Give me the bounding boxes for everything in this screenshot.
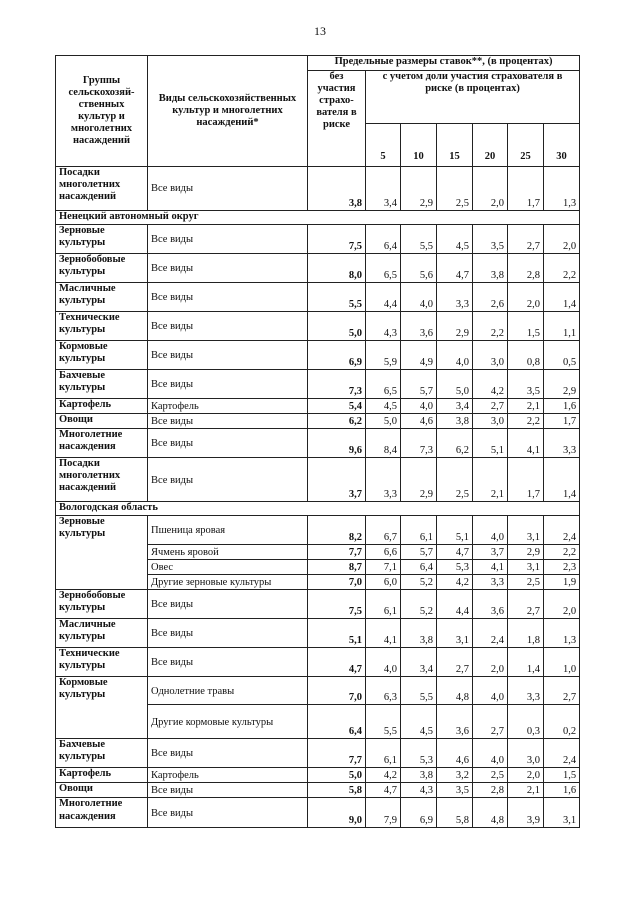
rate-cell: 6,5 <box>366 254 401 283</box>
rate-cell: 5,2 <box>401 575 437 590</box>
table-row <box>56 798 580 828</box>
rate-cell: 4,7 <box>437 254 473 283</box>
kind-cell: Все виды <box>148 458 308 502</box>
group-cell: Картофель <box>56 399 148 414</box>
rate-cell: 5,0 <box>366 414 401 429</box>
rate-cell: 4,4 <box>437 590 473 619</box>
base-rate-cell: 5,0 <box>308 312 366 341</box>
group-cell: Картофель <box>56 768 148 783</box>
rate-cell: 6,4 <box>366 225 401 254</box>
table-row <box>56 312 580 341</box>
rate-cell: 1,7 <box>508 458 544 502</box>
kind-cell: Все виды <box>148 167 308 211</box>
base-rate-cell: 4,7 <box>308 648 366 677</box>
base-rate-cell: 9,6 <box>308 429 366 458</box>
rate-cell: 5,2 <box>401 590 437 619</box>
rate-cell: 3,2 <box>437 768 473 783</box>
rate-cell: 2,7 <box>508 225 544 254</box>
rate-cell: 3,7 <box>473 545 508 560</box>
rate-cell: 1,4 <box>544 283 580 312</box>
rate-cell: 1,3 <box>544 619 580 648</box>
kind-cell: Все виды <box>148 798 308 828</box>
rate-cell: 5,0 <box>437 370 473 399</box>
base-rate-cell: 5,1 <box>308 619 366 648</box>
kind-cell: Картофель <box>148 768 308 783</box>
group-cell: Бахчевые культуры <box>56 370 148 399</box>
group-cell: Технические культуры <box>56 312 148 341</box>
rate-cell: 4,5 <box>366 399 401 414</box>
rate-cell: 3,6 <box>437 705 473 739</box>
rate-cell: 4,0 <box>366 648 401 677</box>
kind-cell: Овес <box>148 560 308 575</box>
rate-cell: 3,1 <box>508 560 544 575</box>
groups-header: Группы сельскохозяй-ственных культур и многолетних насаждений <box>56 56 148 167</box>
rate-cell: 2,0 <box>508 283 544 312</box>
base-rate-cell: 6,4 <box>308 705 366 739</box>
rate-cell: 2,1 <box>508 399 544 414</box>
group-cell: Посадки многолетних насаждений <box>56 167 148 211</box>
base-rate-cell: 7,5 <box>308 590 366 619</box>
group-cell: Бахчевые культуры <box>56 739 148 768</box>
rate-cell: 3,4 <box>366 167 401 211</box>
table-row <box>56 739 580 768</box>
rate-cell: 2,7 <box>473 705 508 739</box>
rate-cell: 7,9 <box>366 798 401 828</box>
rate-cell: 6,5 <box>366 370 401 399</box>
rate-cell: 2,5 <box>437 458 473 502</box>
rate-cell: 5,5 <box>401 677 437 705</box>
rate-cell: 2,1 <box>508 783 544 798</box>
kind-cell: Пшеница яровая <box>148 516 308 545</box>
rate-cell: 0,3 <box>508 705 544 739</box>
group-cell: Кормовые культуры <box>56 677 148 739</box>
rate-cell: 5,5 <box>401 225 437 254</box>
region-title: Ненецкий автономный округ <box>56 211 580 225</box>
rate-cell: 2,9 <box>508 545 544 560</box>
rate-cell: 6,4 <box>401 560 437 575</box>
kind-cell: Ячмень яровой <box>148 545 308 560</box>
base-rate-cell: 6,9 <box>308 341 366 370</box>
rate-cell: 4,1 <box>366 619 401 648</box>
rate-cell: 4,7 <box>366 783 401 798</box>
rate-cell: 4,0 <box>473 516 508 545</box>
rate-cell: 2,7 <box>508 590 544 619</box>
rate-cell: 6,0 <box>366 575 401 590</box>
table-row <box>56 516 580 545</box>
kind-cell: Другие зерновые культуры <box>148 575 308 590</box>
table-row <box>56 590 580 619</box>
rate-cell: 2,5 <box>473 768 508 783</box>
table-row <box>56 167 580 211</box>
kind-cell: Все виды <box>148 283 308 312</box>
rate-cell: 2,8 <box>473 783 508 798</box>
kind-cell: Все виды <box>148 414 308 429</box>
rate-cell: 2,7 <box>437 648 473 677</box>
pct-column-header: 10 <box>401 124 437 167</box>
table-row <box>56 783 580 798</box>
rate-cell: 3,6 <box>473 590 508 619</box>
rate-cell: 1,8 <box>508 619 544 648</box>
rate-cell: 2,0 <box>473 648 508 677</box>
rate-cell: 5,7 <box>401 545 437 560</box>
rate-cell: 4,2 <box>437 575 473 590</box>
kind-cell: Все виды <box>148 254 308 283</box>
kinds-header: Виды сельскохозяйственных культур и многолетних насаждений* <box>148 56 308 167</box>
group-cell: Овощи <box>56 414 148 429</box>
rate-cell: 2,6 <box>473 283 508 312</box>
rate-cell: 2,9 <box>401 167 437 211</box>
rate-cell: 2,7 <box>544 677 580 705</box>
table-row <box>56 768 580 783</box>
rate-cell: 3,9 <box>508 798 544 828</box>
base-rate-cell: 8,2 <box>308 516 366 545</box>
table-row <box>56 414 580 429</box>
rate-cell: 3,0 <box>508 739 544 768</box>
rate-cell: 3,8 <box>401 768 437 783</box>
base-rate-cell: 5,8 <box>308 783 366 798</box>
group-cell: Масличные культуры <box>56 619 148 648</box>
rate-cell: 4,0 <box>473 677 508 705</box>
rate-cell: 4,2 <box>473 370 508 399</box>
table-row <box>56 648 580 677</box>
rate-cell: 6,6 <box>366 545 401 560</box>
group-cell: Посадки многолетних насаждений <box>56 458 148 502</box>
base-rate-cell: 7,3 <box>308 370 366 399</box>
rate-cell: 3,8 <box>401 619 437 648</box>
rate-cell: 5,7 <box>401 370 437 399</box>
rate-cell: 4,0 <box>401 283 437 312</box>
without-risk-header: без участия страхо-вателя в риске <box>308 71 366 167</box>
rate-cell: 2,0 <box>544 225 580 254</box>
rate-cell: 2,0 <box>508 768 544 783</box>
pct-column-header: 5 <box>366 124 401 167</box>
base-rate-cell: 7,0 <box>308 677 366 705</box>
kind-cell: Все виды <box>148 370 308 399</box>
rate-cell: 3,3 <box>437 283 473 312</box>
kind-cell: Все виды <box>148 225 308 254</box>
rate-cell: 3,0 <box>473 341 508 370</box>
rate-cell: 2,8 <box>508 254 544 283</box>
rate-cell: 3,0 <box>473 414 508 429</box>
rate-cell: 3,3 <box>366 458 401 502</box>
base-rate-cell: 3,8 <box>308 167 366 211</box>
rate-cell: 2,2 <box>544 254 580 283</box>
rate-cell: 8,4 <box>366 429 401 458</box>
rate-cell: 4,3 <box>366 312 401 341</box>
rate-cell: 5,9 <box>366 341 401 370</box>
rate-cell: 5,3 <box>437 560 473 575</box>
rate-cell: 0,8 <box>508 341 544 370</box>
rate-cell: 1,5 <box>508 312 544 341</box>
rate-cell: 4,1 <box>473 560 508 575</box>
kind-cell: Все виды <box>148 648 308 677</box>
rate-cell: 5,3 <box>401 739 437 768</box>
pct-column-header: 30 <box>544 124 580 167</box>
base-rate-cell: 7,0 <box>308 575 366 590</box>
kind-cell: Все виды <box>148 341 308 370</box>
kind-cell: Все виды <box>148 312 308 341</box>
rate-cell: 5,8 <box>437 798 473 828</box>
rate-cell: 4,8 <box>437 677 473 705</box>
region-title: Вологодская область <box>56 502 580 516</box>
base-rate-cell: 8,7 <box>308 560 366 575</box>
kind-cell: Все виды <box>148 739 308 768</box>
rate-cell: 2,3 <box>544 560 580 575</box>
rate-cell: 5,6 <box>401 254 437 283</box>
table-row <box>56 399 580 414</box>
base-rate-cell: 7,5 <box>308 225 366 254</box>
rate-cell: 2,2 <box>473 312 508 341</box>
rate-cell: 4,5 <box>437 225 473 254</box>
rate-cell: 1,7 <box>508 167 544 211</box>
region-row <box>56 211 580 225</box>
pct-column-header: 15 <box>437 124 473 167</box>
rate-cell: 6,9 <box>401 798 437 828</box>
rate-cell: 0,2 <box>544 705 580 739</box>
insurance-rates-table <box>55 55 580 828</box>
rate-cell: 2,9 <box>401 458 437 502</box>
rate-cell: 3,6 <box>401 312 437 341</box>
group-cell: Зерновые культуры <box>56 516 148 590</box>
rate-cell: 3,3 <box>544 429 580 458</box>
rate-cell: 3,1 <box>544 798 580 828</box>
table-row <box>56 225 580 254</box>
rate-cell: 3,1 <box>508 516 544 545</box>
kind-cell: Другие кормовые культуры <box>148 705 308 739</box>
rate-cell: 7,3 <box>401 429 437 458</box>
group-cell: Многолетние насаждения <box>56 798 148 828</box>
table-row <box>56 619 580 648</box>
rate-cell: 4,0 <box>401 399 437 414</box>
rate-cell: 6,1 <box>366 590 401 619</box>
rate-cell: 2,9 <box>437 312 473 341</box>
rate-cell: 3,3 <box>508 677 544 705</box>
base-rate-cell: 6,2 <box>308 414 366 429</box>
rate-cell: 3,8 <box>473 254 508 283</box>
rate-cell: 3,4 <box>401 648 437 677</box>
group-cell: Технические культуры <box>56 648 148 677</box>
rate-cell: 3,5 <box>437 783 473 798</box>
rate-cell: 3,5 <box>473 225 508 254</box>
rate-cell: 2,2 <box>544 545 580 560</box>
rate-cell: 4,5 <box>401 705 437 739</box>
rate-cell: 2,1 <box>473 458 508 502</box>
rate-cell: 2,9 <box>544 370 580 399</box>
rate-cell: 7,1 <box>366 560 401 575</box>
rate-cell: 4,6 <box>401 414 437 429</box>
pct-column-header: 20 <box>473 124 508 167</box>
group-cell: Овощи <box>56 783 148 798</box>
rate-cell: 1,4 <box>544 458 580 502</box>
rate-cell: 1,0 <box>544 648 580 677</box>
rate-cell: 2,5 <box>437 167 473 211</box>
base-rate-cell: 5,0 <box>308 768 366 783</box>
rate-cell: 4,6 <box>437 739 473 768</box>
rate-cell: 1,7 <box>544 414 580 429</box>
rate-cell: 3,4 <box>437 399 473 414</box>
rate-cell: 4,0 <box>437 341 473 370</box>
table-row <box>56 370 580 399</box>
rate-cell: 2,2 <box>508 414 544 429</box>
kind-cell: Все виды <box>148 590 308 619</box>
rate-cell: 1,9 <box>544 575 580 590</box>
kind-cell: Все виды <box>148 429 308 458</box>
kind-cell: Все виды <box>148 783 308 798</box>
table-row <box>56 341 580 370</box>
rates-title-header: Предельные размеры ставок**, (в процентах) <box>308 56 580 71</box>
base-rate-cell: 3,7 <box>308 458 366 502</box>
rate-cell: 5,1 <box>437 516 473 545</box>
rate-cell: 4,4 <box>366 283 401 312</box>
group-cell: Многолетние насаждения <box>56 429 148 458</box>
group-cell: Зернобобовые культуры <box>56 254 148 283</box>
base-rate-cell: 7,7 <box>308 545 366 560</box>
rate-cell: 4,9 <box>401 341 437 370</box>
rate-cell: 3,5 <box>508 370 544 399</box>
rate-cell: 2,7 <box>473 399 508 414</box>
with-risk-header: с учетом доли участия страхователя в риске (в процентах) <box>366 71 580 124</box>
kind-cell: Картофель <box>148 399 308 414</box>
table-row <box>56 254 580 283</box>
rate-cell: 3,3 <box>473 575 508 590</box>
rate-cell: 5,1 <box>473 429 508 458</box>
group-cell: Кормовые культуры <box>56 341 148 370</box>
table-row <box>56 283 580 312</box>
rate-cell: 4,2 <box>366 768 401 783</box>
rate-cell: 1,5 <box>544 768 580 783</box>
kind-cell: Все виды <box>148 619 308 648</box>
rate-cell: 6,2 <box>437 429 473 458</box>
table-row <box>56 458 580 502</box>
rate-cell: 2,0 <box>544 590 580 619</box>
group-cell: Масличные культуры <box>56 283 148 312</box>
rate-cell: 4,1 <box>508 429 544 458</box>
kind-cell: Однолетние травы <box>148 677 308 705</box>
rate-cell: 3,8 <box>437 414 473 429</box>
table-row <box>56 429 580 458</box>
region-row <box>56 502 580 516</box>
rate-cell: 1,6 <box>544 399 580 414</box>
rate-cell: 1,6 <box>544 783 580 798</box>
rate-cell: 5,5 <box>366 705 401 739</box>
base-rate-cell: 5,5 <box>308 283 366 312</box>
rate-cell: 2,4 <box>544 739 580 768</box>
base-rate-cell: 9,0 <box>308 798 366 828</box>
rate-cell: 6,1 <box>401 516 437 545</box>
group-cell: Зерновые культуры <box>56 225 148 254</box>
rate-cell: 6,7 <box>366 516 401 545</box>
rate-cell: 4,3 <box>401 783 437 798</box>
rate-cell: 4,8 <box>473 798 508 828</box>
rate-cell: 1,4 <box>508 648 544 677</box>
rate-cell: 1,1 <box>544 312 580 341</box>
rate-cell: 4,0 <box>473 739 508 768</box>
rate-cell: 2,4 <box>544 516 580 545</box>
rate-cell: 6,1 <box>366 739 401 768</box>
page-number: 13 <box>314 24 326 38</box>
rate-cell: 2,4 <box>473 619 508 648</box>
rate-cell: 4,7 <box>437 545 473 560</box>
base-rate-cell: 7,7 <box>308 739 366 768</box>
pct-column-header: 25 <box>508 124 544 167</box>
rate-cell: 3,1 <box>437 619 473 648</box>
rate-cell: 2,0 <box>473 167 508 211</box>
rate-cell: 0,5 <box>544 341 580 370</box>
base-rate-cell: 5,4 <box>308 399 366 414</box>
base-rate-cell: 8,0 <box>308 254 366 283</box>
group-cell: Зернобобовые культуры <box>56 590 148 619</box>
table-row <box>56 677 580 705</box>
rate-cell: 1,3 <box>544 167 580 211</box>
rate-cell: 6,3 <box>366 677 401 705</box>
rate-cell: 2,5 <box>508 575 544 590</box>
